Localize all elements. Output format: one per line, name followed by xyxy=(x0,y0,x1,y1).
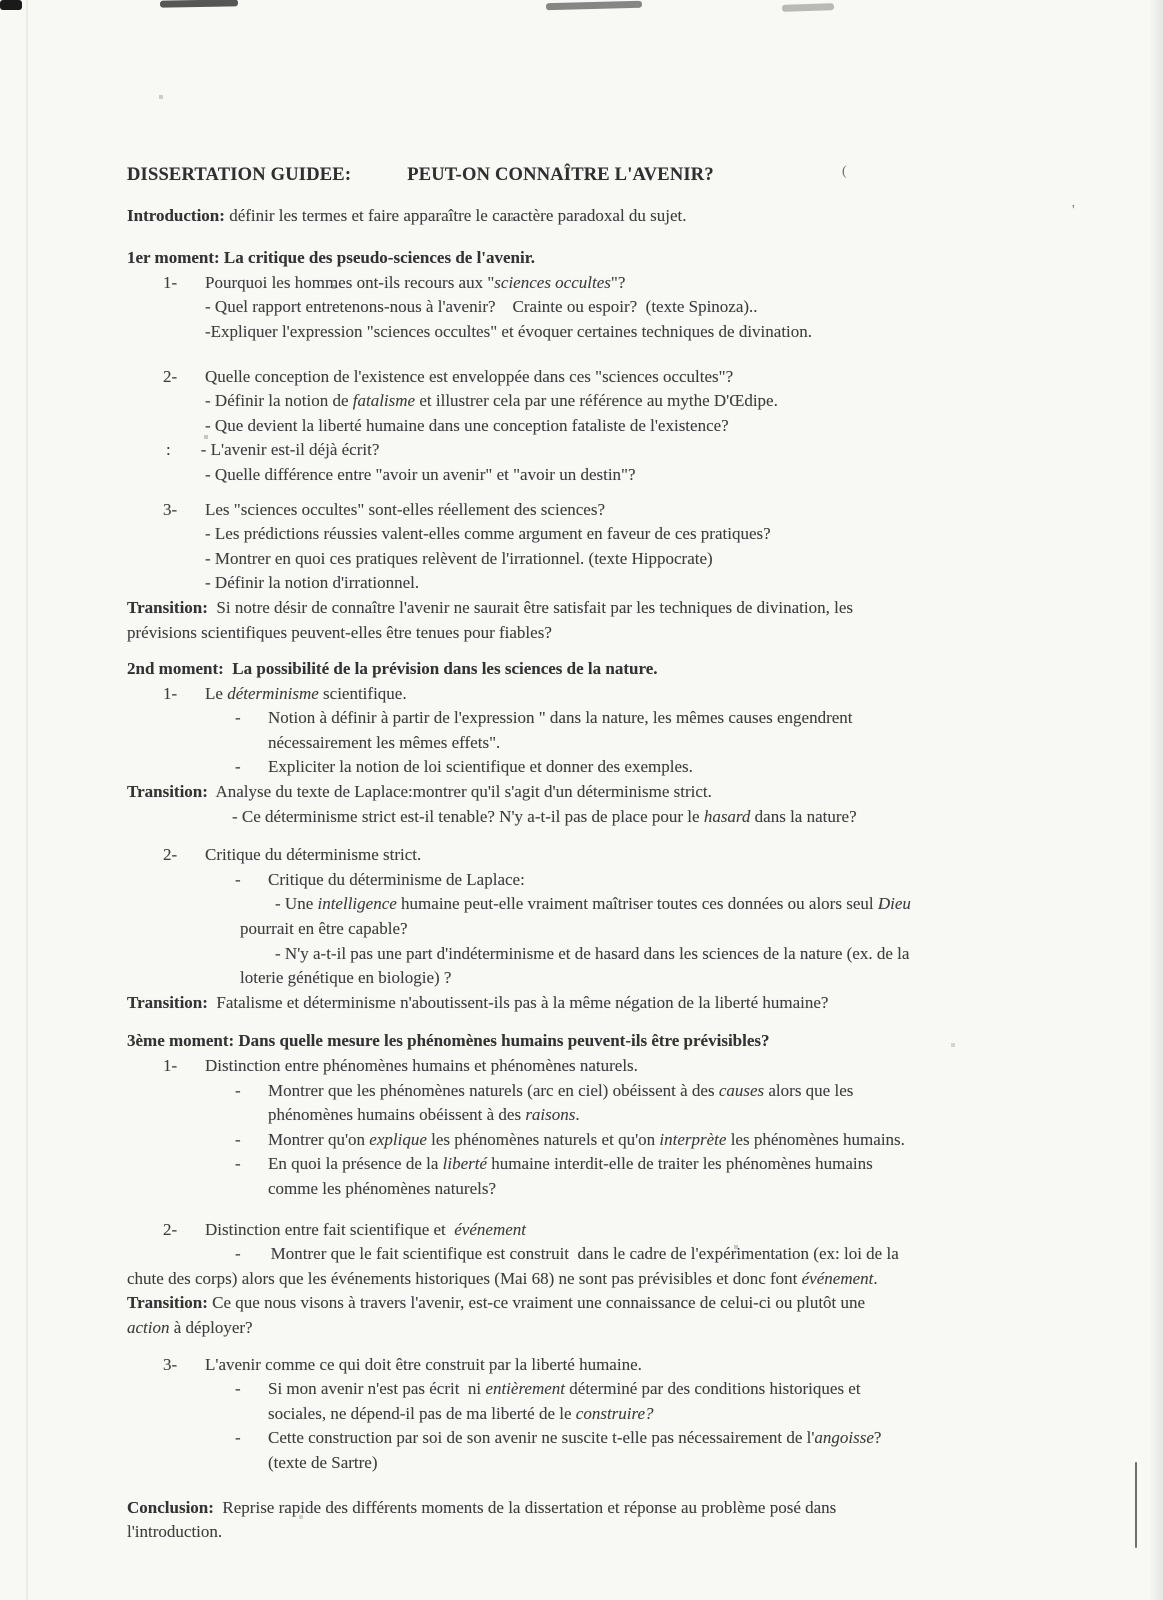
sub-item xyxy=(127,942,1055,991)
text-run: - Les prédictions réussies valent-elles comme argument en faveur de ces pratiques? xyxy=(205,524,771,544)
text-run: l'introduction. xyxy=(127,1522,223,1542)
transition-2 xyxy=(127,780,1055,805)
section-2-heading xyxy=(127,657,1055,682)
scan-speckles xyxy=(0,0,2,2)
document-body xyxy=(127,204,1055,1545)
text-run: - Quelle différence entre "avoir un avenir" et "avoir un destin"? xyxy=(205,464,636,484)
text-run: . xyxy=(575,1105,580,1125)
conclusion-line xyxy=(127,1496,1055,1545)
text-run: Reprise rapide des différents moments de la dissertation et réponse au problème posé dans xyxy=(213,1497,837,1517)
text-run: Si notre désir de connaître l'avenir ne saurait être satisfait par les techniques de divination, les xyxy=(207,597,853,617)
bullet-item xyxy=(127,1079,1055,1128)
document-content xyxy=(127,163,1055,1545)
item-number: 2- xyxy=(163,1219,178,1239)
sub-item xyxy=(127,463,1055,488)
text-run: En quoi la présence de la xyxy=(268,1154,443,1174)
text-run: construire? xyxy=(575,1403,654,1423)
text-run: Critique du déterminisme de Laplace: xyxy=(268,869,525,889)
text-run: événement xyxy=(454,1219,526,1239)
text-run: déterminé par des conditions historiques et xyxy=(565,1379,861,1399)
text-run: action xyxy=(127,1317,170,1337)
transition-3 xyxy=(127,991,1055,1016)
item-1-3 xyxy=(127,498,1055,523)
text-run: 1er moment: La critique des pseudo-sciences de l'avenir. xyxy=(127,248,535,268)
bullet-item xyxy=(127,1426,1055,1475)
scan-fold-line xyxy=(26,0,28,1600)
text-run: et illustrer cela par une référence au mythe D'Œdipe. xyxy=(415,391,778,411)
text-run: Montrer que les phénomènes naturels (arc en ciel) obéissent à des xyxy=(268,1080,719,1100)
text-run: Analyse du texte de Laplace:montrer qu'il s'agit d'un déterminisme strict. xyxy=(207,782,712,802)
item-number: 2- xyxy=(163,366,178,386)
sub-item-with-margin-mark xyxy=(127,438,1055,463)
text-run: hasard xyxy=(703,806,751,826)
item-number: 1- xyxy=(163,272,178,292)
bullet-item xyxy=(127,868,1055,893)
text-run: fatalisme xyxy=(352,391,416,411)
text-run: Distinction entre fait scientifique et xyxy=(205,1219,455,1239)
text-run: Fatalisme et déterminisme n'aboutissent-ils pas à la même négation de la liberté humaine? xyxy=(207,992,829,1012)
dash-marker: - xyxy=(235,1080,241,1100)
sub-item xyxy=(127,414,1055,439)
sub-item xyxy=(127,547,1055,572)
text-run: - Ce déterminisme strict est-il tenable? N'y a-t-il pas de place pour le xyxy=(232,806,704,826)
text-run: Expliciter la notion de loi scientifique et donner des exemples. xyxy=(268,757,693,777)
dash-marker: - xyxy=(235,869,241,889)
text-run: Notion à définir à partir de l'expression " dans la nature, les mêmes causes engendrent xyxy=(268,708,853,728)
text-run: comme les phénomènes naturels? xyxy=(268,1178,497,1198)
page-edge-shadow xyxy=(1149,0,1163,1600)
text-run: - Définir la notion de xyxy=(205,391,353,411)
transition-1 xyxy=(127,596,1055,645)
text-run: - L'avenir est-il déjà écrit? xyxy=(200,440,380,460)
text-run: déterminisme xyxy=(227,683,319,703)
item-1-1 xyxy=(127,271,1055,296)
sub-item xyxy=(127,522,1055,547)
text-run: Montrer qu'on xyxy=(268,1129,370,1149)
text-run: alors que les xyxy=(764,1080,854,1100)
text-run: Dieu xyxy=(877,894,911,914)
bullet-item xyxy=(127,706,1055,755)
scan-mark: ' xyxy=(1072,203,1075,218)
text-run: causes xyxy=(718,1080,765,1100)
item-number: 1- xyxy=(163,683,178,703)
text-run: Critique du déterminisme strict. xyxy=(205,845,422,865)
text-run: Introduction: xyxy=(127,205,225,225)
text-run: chute des corps) alors que les événements historiques (Mai 68) ne sont pas prévisibles et donc font xyxy=(127,1268,802,1288)
scan-smudge xyxy=(0,0,22,10)
item-3-2 xyxy=(127,1218,1055,1243)
text-run: angoisse xyxy=(814,1428,874,1448)
section-1-heading xyxy=(127,246,1055,271)
text-run: Transition: xyxy=(127,782,208,802)
text-run: Cette construction par soi de son avenir ne suscite t-elle pas nécessairement de l' xyxy=(268,1428,815,1448)
text-run: intelligence xyxy=(317,894,397,914)
dash-marker: - xyxy=(235,757,241,777)
hanging-sub-item xyxy=(127,1242,1055,1291)
text-run: humaine peut-elle vraiment maîtriser toutes ces données ou alors seul xyxy=(396,894,878,914)
text-run: Si mon avenir n'est pas écrit ni xyxy=(268,1379,486,1399)
bullet-item xyxy=(127,1377,1055,1426)
text-run: - Définir la notion d'irrationnel. xyxy=(205,573,420,593)
scan-mark: ( xyxy=(842,164,847,179)
text-run: - Que devient la liberté humaine dans une conception fataliste de l'existence? xyxy=(205,415,729,435)
text-run: Les "sciences occultes" sont-elles réellement des sciences? xyxy=(205,499,605,519)
scan-smudge xyxy=(546,1,642,11)
document-title xyxy=(127,163,1055,188)
text-run: Montrer que le fait scientifique est construit dans le cadre de l'expérimentation (ex: loi de la xyxy=(270,1244,899,1264)
text-run: humaine interdit-elle de traiter les phénomènes humains xyxy=(487,1154,873,1174)
dash-marker: - xyxy=(235,708,241,728)
text-run: entièrement xyxy=(485,1379,566,1399)
bullet-item xyxy=(127,1152,1055,1201)
scan-smudge xyxy=(160,0,238,8)
text-run: les phénomènes humains. xyxy=(726,1129,905,1149)
text-run: les phénomènes naturels et qu'on xyxy=(426,1129,660,1149)
title-right: PEUT-ON CONNAÎTRE L'AVENIR? xyxy=(407,165,714,185)
text-run: L'avenir comme ce qui doit être construit par la liberté humaine. xyxy=(205,1354,642,1374)
text-run: Ce que nous visons à travers l'avenir, est-ce vraiment une connaissance de celui-ci ou plutôt une xyxy=(207,1293,866,1313)
bullet-item xyxy=(127,1128,1055,1153)
transition-4 xyxy=(127,1291,1055,1340)
item-3-3 xyxy=(127,1353,1055,1378)
section-3-heading xyxy=(127,1029,1055,1054)
text-run: dans la nature? xyxy=(750,806,857,826)
item-number: 3- xyxy=(163,499,178,519)
text-run: "? xyxy=(610,272,626,292)
text-run: Le xyxy=(205,683,228,703)
text-run: ? xyxy=(873,1428,882,1448)
text-run: interprète xyxy=(659,1129,727,1149)
text-run: (texte de Sartre) xyxy=(268,1452,378,1472)
text-run: Transition: xyxy=(127,597,208,617)
text-run: Quelle conception de l'existence est enveloppée dans ces "sciences occultes"? xyxy=(205,366,734,386)
text-run: Transition: xyxy=(127,992,208,1012)
text-run: sociales, ne dépend-il pas de ma liberté de le xyxy=(268,1403,576,1423)
item-3-1 xyxy=(127,1054,1055,1079)
text-run: scientifique. xyxy=(318,683,407,703)
item-2-2 xyxy=(127,843,1055,868)
text-run: événement xyxy=(801,1268,874,1288)
dash-marker: - xyxy=(235,1428,241,1448)
text-run: - Une xyxy=(275,894,318,914)
item-number: 2- xyxy=(163,845,178,865)
sub-item xyxy=(127,320,1055,345)
text-run: - Quel rapport entretenons-nous à l'avenir? Crainte ou espoir? (texte Spinoza).. xyxy=(205,297,758,317)
text-run: 2nd moment: La possibilité de la prévision dans les sciences de la nature. xyxy=(127,659,658,679)
text-run: -Expliquer l'expression "sciences occultes" et évoquer certaines techniques de divination. xyxy=(205,321,813,341)
text-run: explique xyxy=(369,1129,427,1149)
text-run: . xyxy=(873,1268,878,1288)
item-number: 1- xyxy=(163,1056,178,1075)
sub-item xyxy=(127,295,1055,320)
dash-marker: - xyxy=(235,1154,241,1174)
text-run: phénomènes humains obéissent à des xyxy=(268,1105,526,1125)
text-run: - N'y a-t-il pas une part d'indéterminisme et de hasard dans les sciences de la nature (ex. de la xyxy=(275,943,910,963)
item-2-1 xyxy=(127,682,1055,707)
scan-pen-mark xyxy=(1135,1462,1137,1548)
text-run: prévisions scientifiques peuvent-elles être tenues pour fiables? xyxy=(127,622,552,642)
text-run: sciences occultes xyxy=(494,272,611,292)
text-run: Distinction entre phénomènes humains et phénomènes naturels. xyxy=(205,1056,638,1075)
text-run: : xyxy=(166,440,171,460)
text-run: liberté xyxy=(442,1154,488,1174)
text-run: - Montrer en quoi ces pratiques relèvent de l'irrationnel. (texte Hippocrate) xyxy=(205,548,713,568)
item-number: 3- xyxy=(163,1354,178,1374)
title-left: DISSERTATION GUIDEE: xyxy=(127,165,352,185)
text-run: pourrait en être capable? xyxy=(240,919,408,939)
text-run: - xyxy=(235,1244,241,1264)
text-run: à déployer? xyxy=(169,1317,253,1337)
item-1-2 xyxy=(127,365,1055,390)
intro-line xyxy=(127,204,1055,229)
sub-item xyxy=(127,389,1055,414)
text-run: 3ème moment: Dans quelle mesure les phénomènes humains peuvent-ils être prévisibles? xyxy=(127,1031,770,1051)
dash-marker: - xyxy=(235,1379,241,1399)
sub-item xyxy=(127,571,1055,596)
text-run: Pourquoi les hommes ont-ils recours aux " xyxy=(205,272,495,292)
dash-marker: - xyxy=(235,1129,241,1149)
text-run: Transition: xyxy=(127,1293,208,1313)
bullet-item xyxy=(127,755,1055,780)
text-run: raisons xyxy=(525,1105,576,1125)
sub-item xyxy=(127,805,1055,830)
scan-smudge xyxy=(782,3,834,12)
text-run: nécessairement les mêmes effets". xyxy=(268,732,501,752)
text-run: loterie génétique en biologie) ? xyxy=(240,968,452,988)
sub-item xyxy=(127,892,1055,941)
text-run: définir les termes et faire apparaître le caractère paradoxal du sujet. xyxy=(224,205,687,225)
text-run: Conclusion: xyxy=(127,1497,214,1517)
